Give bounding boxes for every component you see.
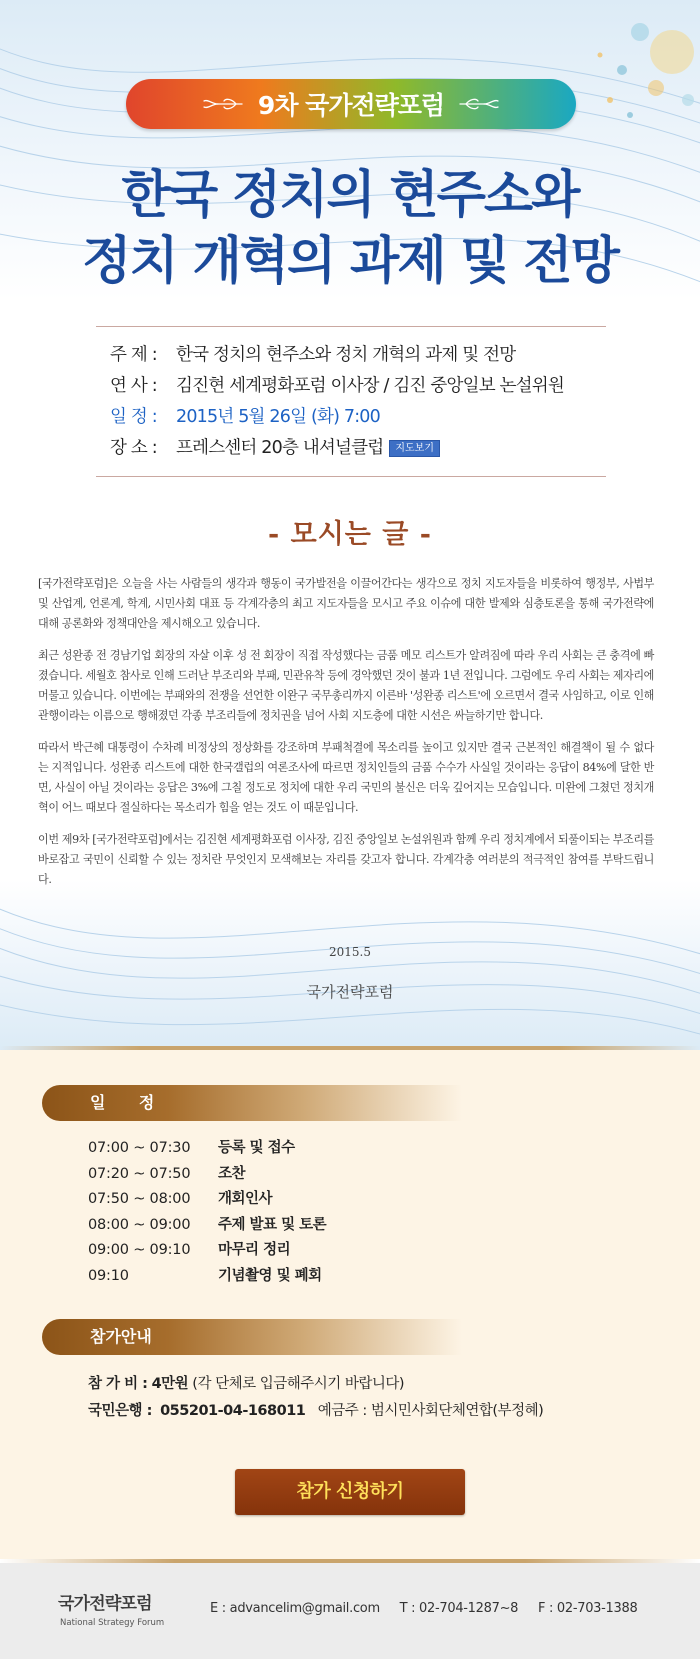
fee-label: 참 가 비 : [88, 1376, 148, 1392]
footer-logo-text: 국가전략포럼 [58, 1594, 152, 1614]
topic-value: 한국 정치의 현주소와 정치 개혁의 과제 및 전망 [176, 345, 516, 365]
fee-note: (각 단체로 입금해주시기 바랍니다) [192, 1376, 405, 1392]
schedule-time: 07:00 ~ 07:30 [88, 1140, 191, 1156]
info-date [110, 402, 610, 433]
schedule-row [88, 1162, 326, 1188]
schedule-item: 등록 및 접수 [218, 1140, 295, 1156]
bank-label: 국민은행 : [88, 1403, 152, 1419]
speaker-value: 김진현 세계평화포럼 이사장 / 김진 중앙일보 논설위원 [176, 376, 564, 396]
fee-amount: 4만원 [151, 1376, 189, 1392]
place-value: 프레스센터 20층 내셔널클럽 [176, 438, 384, 458]
info-place [110, 433, 610, 464]
banner-title: 9차 국가전략포럼 [257, 91, 445, 120]
schedule-item: 개회인사 [218, 1191, 273, 1207]
letter-paragraph: 이번 제9차 [국가전략포럼]에서는 김진현 세계평화포럼 이사장, 김진 중앙일보 논설위원과 함께 우리 정치계에서 되풀이되는 부조리를 바로잡고 국민이 신뢰할 수 있는 정치란 무엇인지 모색해보는 자리를 갖고자 합니다. 각계각층 여러분의 적극적인 참여를 부탁드립니다. [38, 833, 654, 886]
footer [0, 1563, 700, 1659]
schedule-row [88, 1187, 326, 1213]
schedule-header [42, 1085, 462, 1121]
headline-line-2: 정치 개혁의 과제 및 전망 [82, 232, 618, 291]
schedule-title: 일 정 [90, 1093, 155, 1112]
schedule-row [88, 1238, 326, 1264]
schedule-time: 08:00 ~ 09:00 [88, 1216, 191, 1233]
schedule-item: 주제 발표 및 토론 [218, 1216, 327, 1233]
participation-header [42, 1319, 462, 1355]
forum-banner [126, 79, 576, 129]
bank-row [88, 1398, 543, 1425]
date-label: 일 정 : [110, 407, 157, 427]
footer-email[interactable]: E : advancelim@gmail.com [210, 1601, 380, 1616]
letter-date: 2015.5 [329, 945, 371, 959]
fee-row [88, 1371, 543, 1398]
schedule-time: 09:00 ~ 09:10 [88, 1242, 191, 1258]
invitation-letter [38, 574, 654, 902]
schedule-item: 기념촬영 및 폐회 [218, 1267, 322, 1284]
schedule-item: 마무리 정리 [218, 1242, 291, 1258]
participation-title: 참가안내 [90, 1327, 152, 1346]
flourish-left-icon [202, 93, 244, 115]
map-view-button[interactable]: 지도보기 [389, 440, 440, 457]
footer-logo-subtext: National Strategy Forum [60, 1618, 165, 1628]
schedule-item: 조찬 [218, 1165, 246, 1182]
apply-button[interactable]: 참가 신청하기 [235, 1469, 465, 1515]
divider-bottom [96, 476, 606, 477]
schedule-time: 09:10 [88, 1267, 129, 1284]
schedule-list [88, 1136, 326, 1289]
schedule-row [88, 1264, 326, 1290]
letter-paragraph: 최근 성완종 전 경남기업 회장의 자살 이후 성 전 회장이 직접 작성했다는 금품 메모 리스트가 알려짐에 따라 우리 사회는 큰 충격에 빠졌습니다. 세월호 참사로 인해 드러난 부조리와 부패, 민관유착 등에 경악했던 것이 불과 1년 전입니다. 그럼에도 우리 사회는 제자리에 머물고 있습니다. 이번에는 부패와의 전쟁을 선언한 이완구 국무총리까지 이른바 '성완종 리스트'에 오르면서 결국 사임하고, 이로 인해 관행이라는 이름으로 행해졌던 각종 부조리들에 정치권을 넘어 사회 지도층에 대한 시선은 싸늘하기만 합니다. [38, 649, 654, 722]
letter-title: - 모시는 글 - [268, 519, 432, 550]
place-label: 장 소 : [110, 438, 157, 458]
schedule-time: 07:50 ~ 08:00 [88, 1191, 191, 1207]
letter-paragraph: [국가전략포럼]은 오늘을 사는 사람들의 생각과 행동이 국가발전을 이끌어간다는 생각으로 정치 지도자들을 비롯하여 행정부, 사법부 및 산업계, 언론계, 학계, 시민사회 대표 등 각계각층의 최고 지도자들을 모시고 주요 이슈에 대한 발제와 심층토론을 통해 국가전략에 대해 공론화와 정책대안을 제시해오고 있습니다. [38, 577, 654, 630]
speaker-label: 연 사 : [110, 376, 157, 396]
footer-contact [210, 1601, 637, 1616]
headline-line-1: 한국 정치의 현주소와 [121, 166, 579, 225]
footer-fax: F : 02-703-1388 [537, 1601, 638, 1616]
account-holder: 예금주 : 범시민사회단체연합(부정혜) [317, 1403, 544, 1419]
event-info [110, 340, 610, 464]
topic-label: 주 제 : [110, 345, 157, 365]
schedule-row [88, 1136, 326, 1162]
info-speaker [110, 371, 610, 402]
bank-account: 055201-04-168011 [160, 1403, 306, 1419]
schedule-row [88, 1213, 326, 1239]
flourish-right-icon [458, 93, 500, 115]
footer-phone: T : 02-704-1287~8 [399, 1601, 519, 1616]
letter-signature: 국가전략포럼 [306, 983, 394, 1001]
participation-info [88, 1371, 543, 1425]
divider-top [96, 326, 606, 327]
page-title [0, 163, 700, 295]
info-topic [110, 340, 610, 371]
date-value: 2015년 5월 26일 (화) 7:00 [176, 407, 380, 427]
decorative-bubbles [560, 0, 700, 140]
schedule-time: 07:20 ~ 07:50 [88, 1165, 191, 1182]
letter-paragraph: 따라서 박근혜 대통령이 수차례 비정상의 정상화를 강조하며 부패척결에 목소리를 높이고 있지만 결국 근본적인 해결책이 될 수 없다는 지적입니다. 성완종 리스트에 대한 한국갤럽의 여론조사에 따르면 정치인들의 금품 수수가 사실일 것이라는 응답이 84%에 달한 반면, 사실이 아닐 것이라는 응답은 3%에 그칠 정도로 정치에 대한 우리 국민의 불신은 더욱 깊어지는 모습입니다. 미완에 그쳤던 정치개혁이 어느 때보다 절실하다는 목소리가 힘을 얻는 것도 이 때문입니다. [38, 741, 654, 814]
